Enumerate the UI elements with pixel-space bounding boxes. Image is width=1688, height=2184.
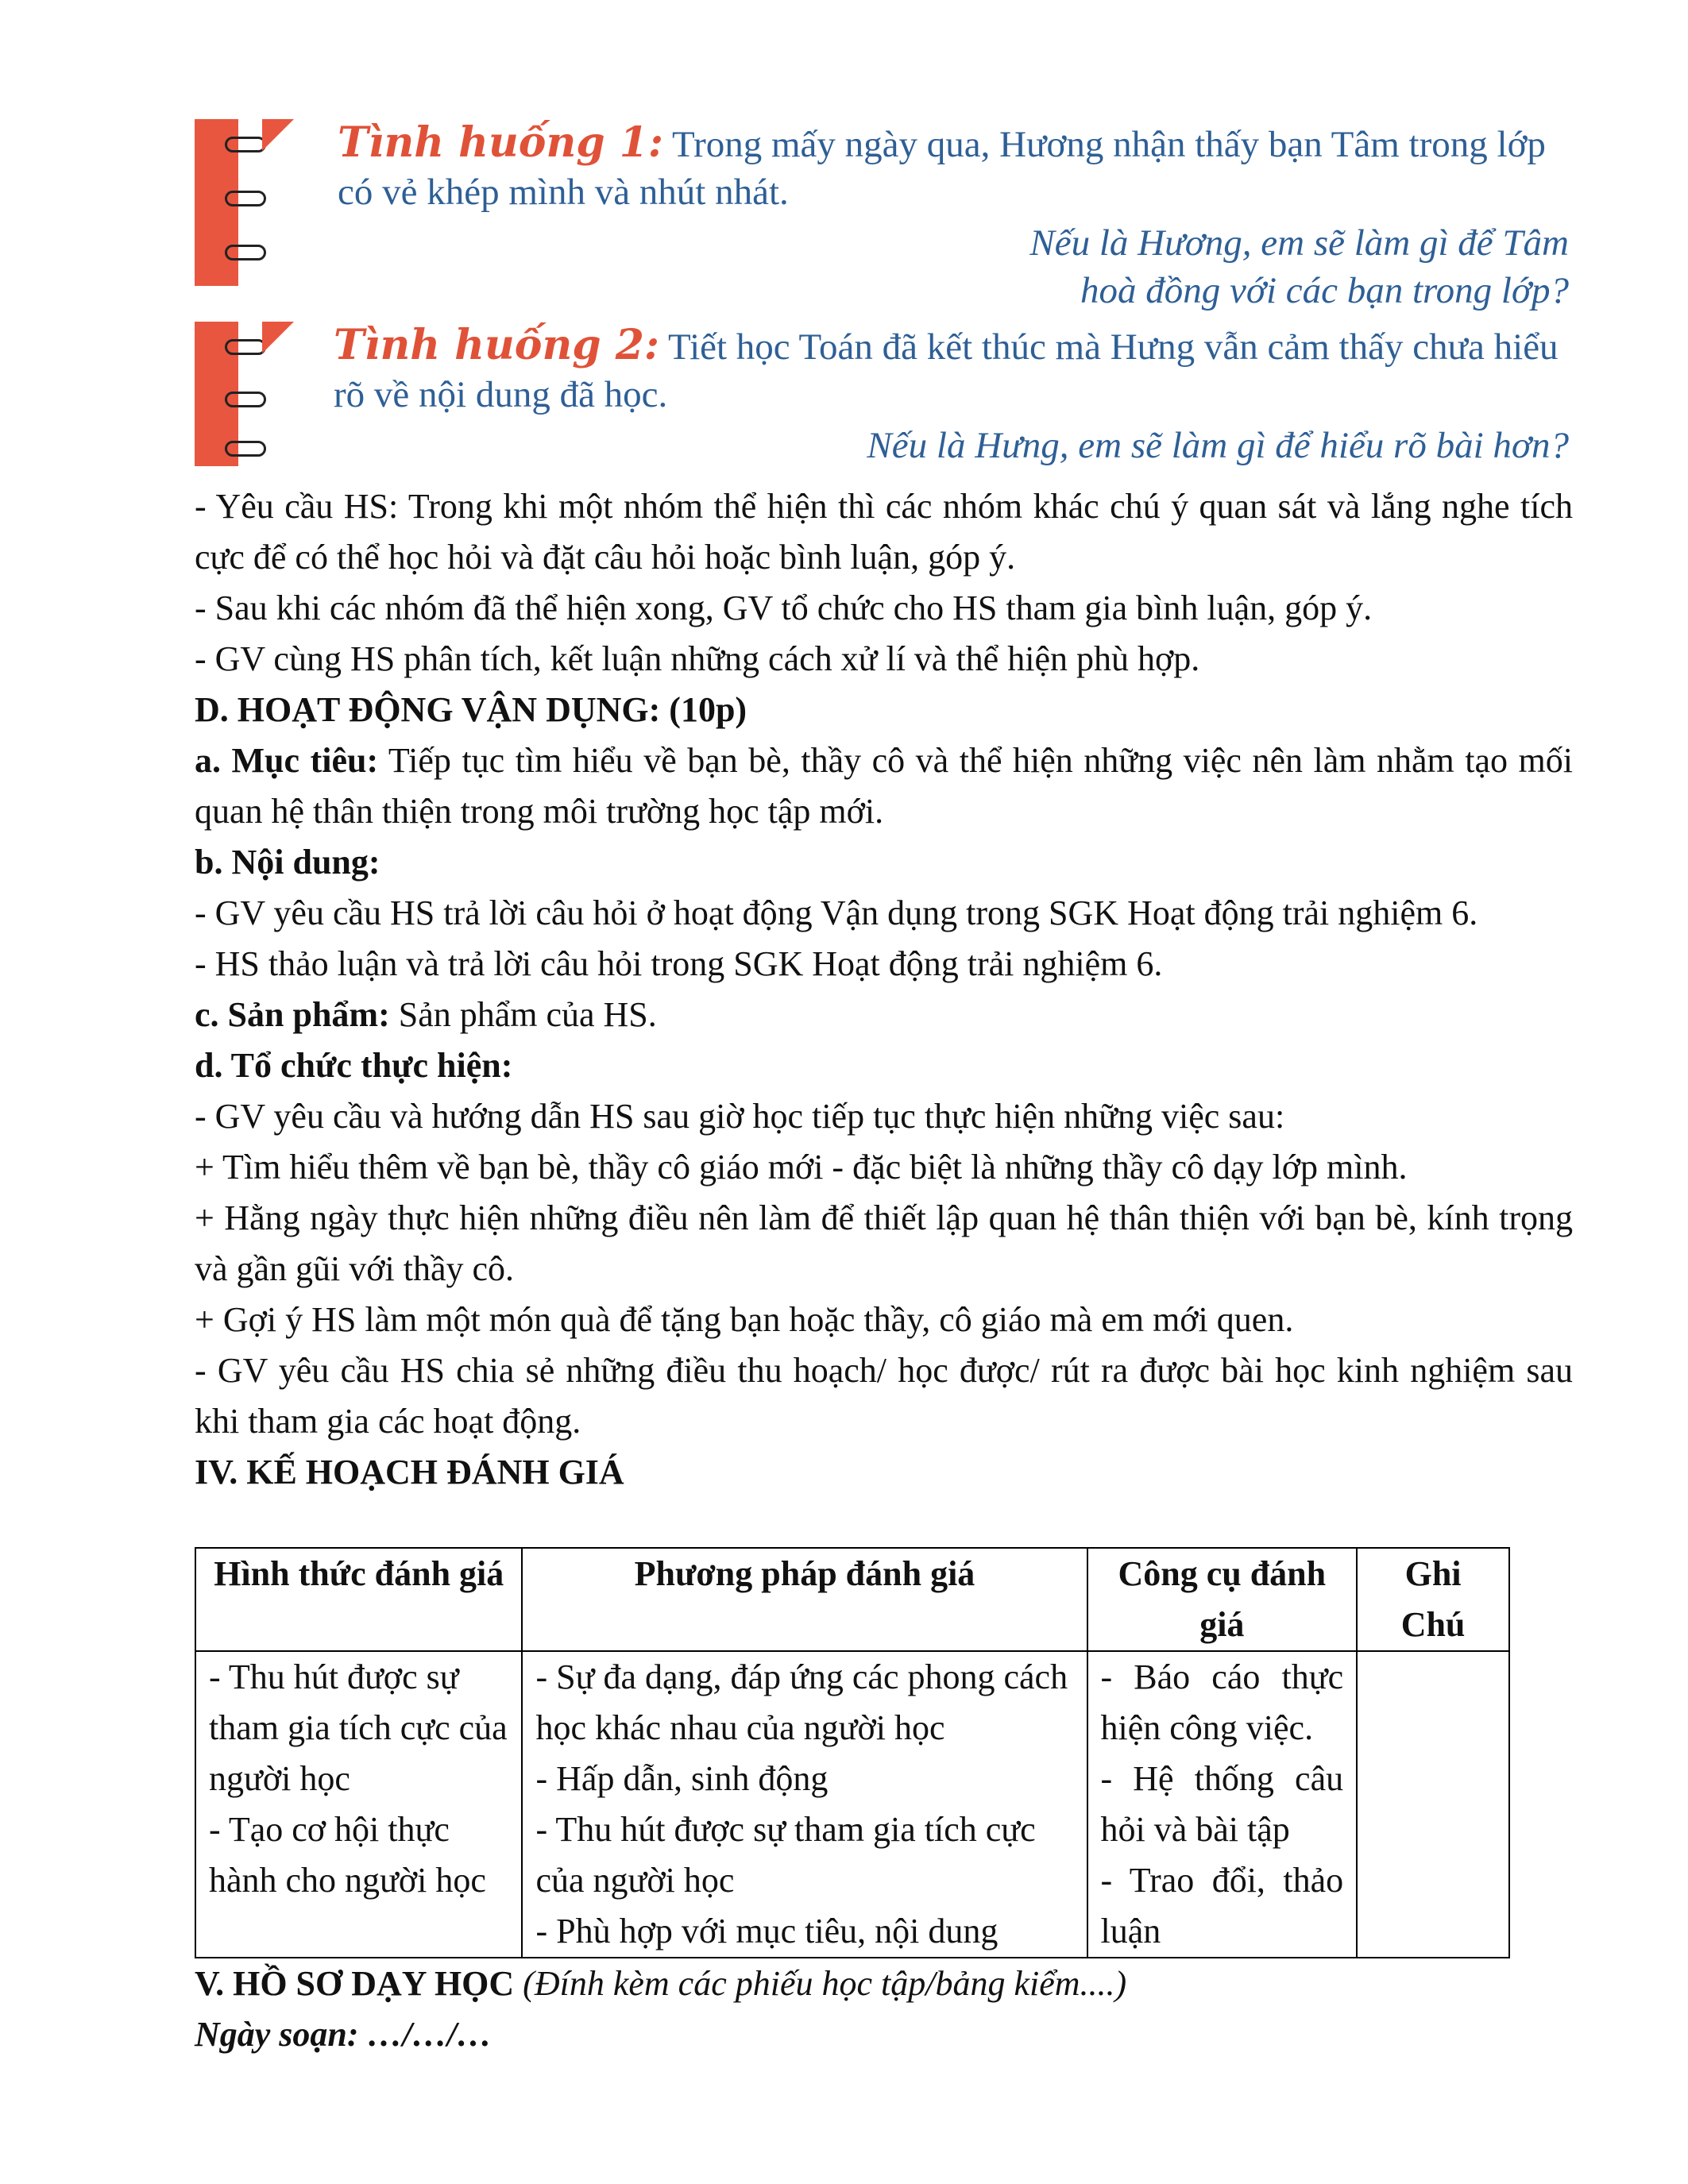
evaluation-table: [195, 1547, 1510, 1958]
paragraph: - GV cùng HS phân tích, kết luận những cách xử lí và thể hiện phù hợp.: [195, 639, 1200, 678]
paragraph: - Yêu cầu HS: Trong khi một nhóm thể hiện thì các nhóm khác chú ý quan sát và lắng nghe tích cực để có thể học hỏi và đặt câu hỏi hoặc bình luận, góp ý.: [195, 487, 1573, 577]
muc-tieu-label: a. Mục tiêu:: [195, 741, 379, 780]
paragraph: + Hằng ngày thực hiện những điều nên làm để thiết lập quan hệ thân thiện với bạn bè, kính trọng và gần gũi với thầy cô.: [195, 1198, 1573, 1288]
table-cell: [522, 1651, 1087, 1958]
section-heading-v: V. HỒ SƠ DẠY HỌC: [195, 1964, 515, 2003]
table-header-cell: Hình thức đánh giá: [195, 1548, 522, 1651]
paragraph: + Gợi ý HS làm một món quà để tặng bạn hoặc thầy, cô giáo mà em mới quen.: [195, 1300, 1294, 1339]
ring-icon: [225, 137, 266, 152]
paragraph: - Sau khi các nhóm đã thể hiện xong, GV tổ chức cho HS tham gia bình luận, góp ý.: [195, 588, 1373, 627]
table-cell: [195, 1651, 522, 1958]
cell-line: - Trao đổi, thảo luận: [1100, 1861, 1344, 1951]
muc-tieu-paragraph: [195, 735, 1573, 837]
cell-line: - Hệ thống câu hỏi và bài tập: [1100, 1759, 1344, 1849]
ring-icon: [225, 191, 266, 206]
situation-1-question-line1: Nếu là Hương, em sẽ làm gì để Tâm: [1029, 222, 1569, 264]
paragraph: - GV yêu cầu HS trả lời câu hỏi ở hoạt động Vận dụng trong SGK Hoạt động trải nghiệm 6.: [195, 893, 1478, 932]
paragraph: - GV yêu cầu và hướng dẫn HS sau giờ học tiếp tục thực hiện những việc sau:: [195, 1097, 1285, 1136]
situation-card-2: [195, 322, 1569, 466]
flag-icon: [262, 119, 294, 151]
section-heading-iv: IV. KẾ HOẠCH ĐÁNH GIÁ: [195, 1453, 624, 1491]
cell-line: - Báo cáo thực hiện công việc.: [1100, 1657, 1344, 1747]
paragraph: - GV yêu cầu HS chia sẻ những điều thu hoạch/ học được/ rút ra được bài học kinh nghiệm sau khi tham gia các hoạt động.: [195, 1351, 1573, 1441]
table-cell-notes: [1357, 1651, 1509, 1958]
noi-dung-label: b. Nội dung:: [195, 843, 380, 882]
flag-icon: [262, 322, 294, 353]
main-text: [195, 481, 1573, 1498]
table-header-cell: Công cụ đánh giá: [1087, 1548, 1358, 1651]
ring-icon: [225, 245, 266, 260]
table-header-cell: Phương pháp đánh giá: [522, 1548, 1087, 1651]
situation-card-1: [195, 118, 1569, 311]
section-v: [195, 1958, 1573, 2060]
san-pham-label: c. Sản phẩm:: [195, 995, 390, 1034]
table-row: [195, 1651, 1509, 1958]
situation-1-text: [338, 119, 1569, 314]
cell-line: - Hấp dẫn, sinh động: [535, 1759, 829, 1798]
section-heading-v-note: (Đính kèm các phiếu học tập/bảng kiểm....): [514, 1964, 1127, 2003]
section-heading-d: D. HOẠT ĐỘNG VẬN DỤNG: (10p): [195, 690, 747, 729]
situation-2-question: Nếu là Hưng, em sẽ làm gì để hiểu rõ bài hơn?: [867, 425, 1569, 466]
cell-line: - Thu hút được sự tham gia tích cực của người học: [209, 1657, 508, 1798]
muc-tieu-text: Tiếp tục tìm hiểu về bạn bè, thầy cô và thể hiện những việc nên làm nhằm tạo mối quan hệ thân thiện trong môi trường học tập mới.: [195, 741, 1573, 831]
table-header-row: [195, 1548, 1509, 1651]
cell-line: - Tạo cơ hội thực hành cho người học: [209, 1810, 486, 1900]
situation-2-text: [334, 322, 1569, 469]
situation-1-label: Tình huống 1:: [338, 118, 664, 167]
cell-line: - Thu hút được sự tham gia tích cực của người học: [535, 1810, 1036, 1900]
san-pham-paragraph: [195, 990, 1573, 1040]
situation-2-label: Tình huống 2:: [334, 321, 660, 369]
san-pham-text: Sản phẩm của HS.: [389, 995, 657, 1034]
situation-1-body: Trong mấy ngày qua, Hương nhận thấy bạn Tâm trong lớp có vẻ khép mình và nhút nhát.: [338, 124, 1546, 213]
paragraph: - HS thảo luận và trả lời câu hỏi trong SGK Hoạt động trải nghiệm 6.: [195, 944, 1163, 983]
section-heading-v-line: [195, 1958, 1573, 2009]
ring-icon: [225, 339, 266, 355]
ngay-soan: Ngày soạn: …/…/…: [195, 2015, 492, 2054]
situation-1-question-line2: hoà đồng với các bạn trong lớp?: [1080, 270, 1569, 311]
table-cell: [1087, 1651, 1358, 1958]
situation-2-body: Tiết học Toán đã kết thúc mà Hưng vẫn cảm thấy chưa hiểu rõ về nội dung đã học.: [334, 326, 1559, 415]
paragraph: + Tìm hiểu thêm về bạn bè, thầy cô giáo mới - đặc biệt là những thầy cô dạy lớp mình.: [195, 1148, 1408, 1187]
cell-line: - Sự đa dạng, đáp ứng các phong cách học khác nhau của người học: [535, 1657, 1068, 1747]
ring-icon: [225, 392, 266, 407]
table-header-cell: Ghi Chú: [1357, 1548, 1509, 1651]
to-chuc-label: d. Tổ chức thực hiện:: [195, 1046, 513, 1085]
cell-line: - Phù hợp với mục tiêu, nội dung: [535, 1912, 999, 1951]
ring-icon: [225, 441, 266, 457]
